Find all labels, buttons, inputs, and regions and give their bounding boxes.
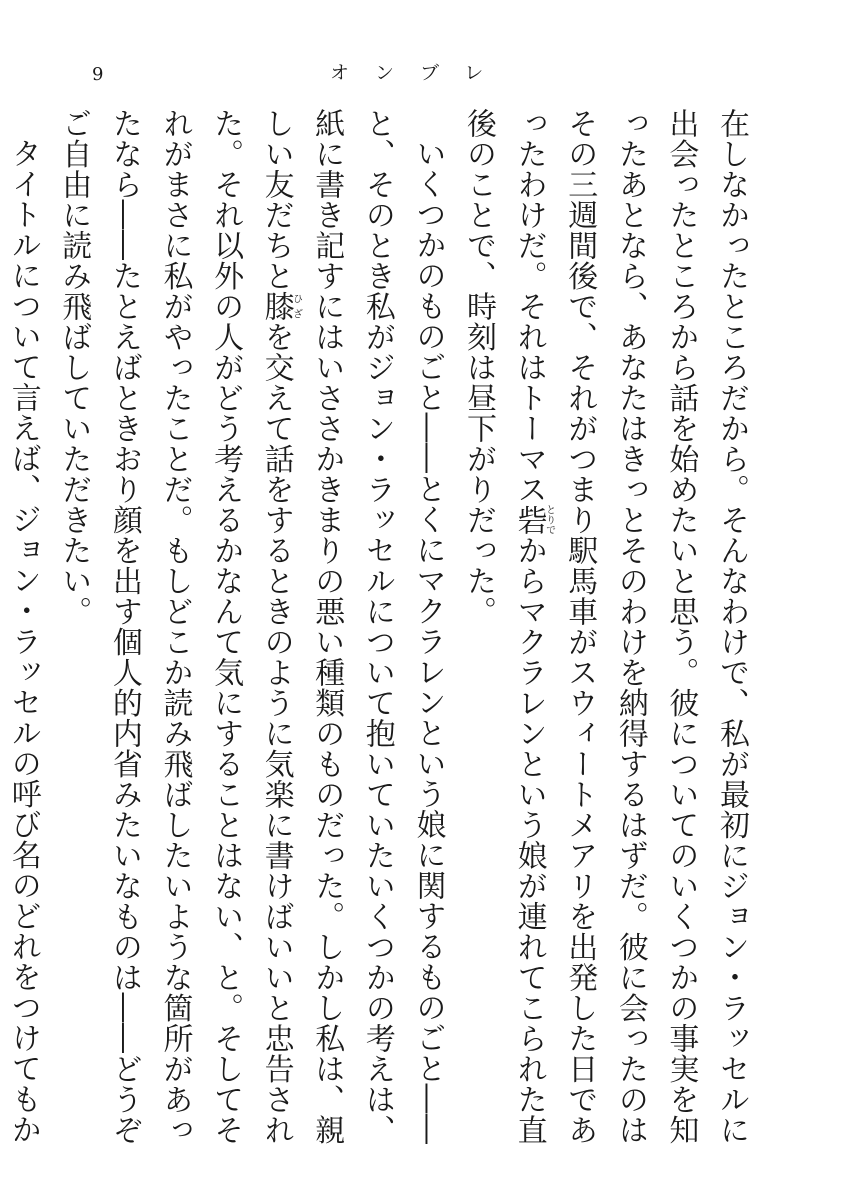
- body-text: [5, 108, 756, 1148]
- ruby-toride-reading: とりで: [543, 504, 555, 535]
- ruby-toride: [511, 504, 555, 536]
- paragraph-3: タイトルについて言えば、ジョン・ラッセルの呼び名のどれをつけてもか: [5, 138, 41, 1145]
- page-number: 9: [92, 64, 104, 85]
- ruby-hiza-reading: ひざ: [290, 291, 302, 322]
- paragraph-2-text-b: を交えて話をするときのように気楽に書けばいいと忠告された。それ以外の人がどう考えるかなんて気にすることはない、と。そしてそれがまさに私がやったことだ。もしどこか読み飛ばしたいような箇所があったなら――たとえばときおり顔を出す個人的内省みたいなものは――どうぞご自由に読み飛ばしていただきたい。: [56, 108, 294, 1145]
- paragraph-2: [48, 108, 453, 1148]
- ruby-toride-base: 砦: [511, 504, 547, 535]
- ruby-hiza: [258, 291, 302, 322]
- running-title: オンブレ: [330, 62, 510, 84]
- paragraph-1-text-b: からマクラレンという娘が連れてこられた直後のことで、時刻は昼下がりだった。: [461, 108, 547, 1145]
- paragraph-1: [452, 108, 756, 1148]
- ruby-hiza-base: 膝: [258, 291, 294, 322]
- paragraph-1-text-a: 在しなかったところだから。そんなわけで、私が最初にジョン・ラッセルに出会ったところから話を始めたいと思う。彼についてのいくつかの事実を知ったあとなら、あなたはきっとそのわけを納得するはずだ。彼に会ったのはその三週間後で、それがつまり駅馬車がスウィートメアリを出発した日であったわけだ。それはトーマス: [511, 108, 749, 1145]
- paragraph-2-text-a: いくつかのものごと――とくにマクラレンという娘に関するものごと――と、そのとき私がジョン・ラッセルについて抱いていたいくつかの考えは、紙に書き記すにはいささかきまりの悪い種類のものだった。しかし私は、親しい友だちと: [258, 108, 446, 1145]
